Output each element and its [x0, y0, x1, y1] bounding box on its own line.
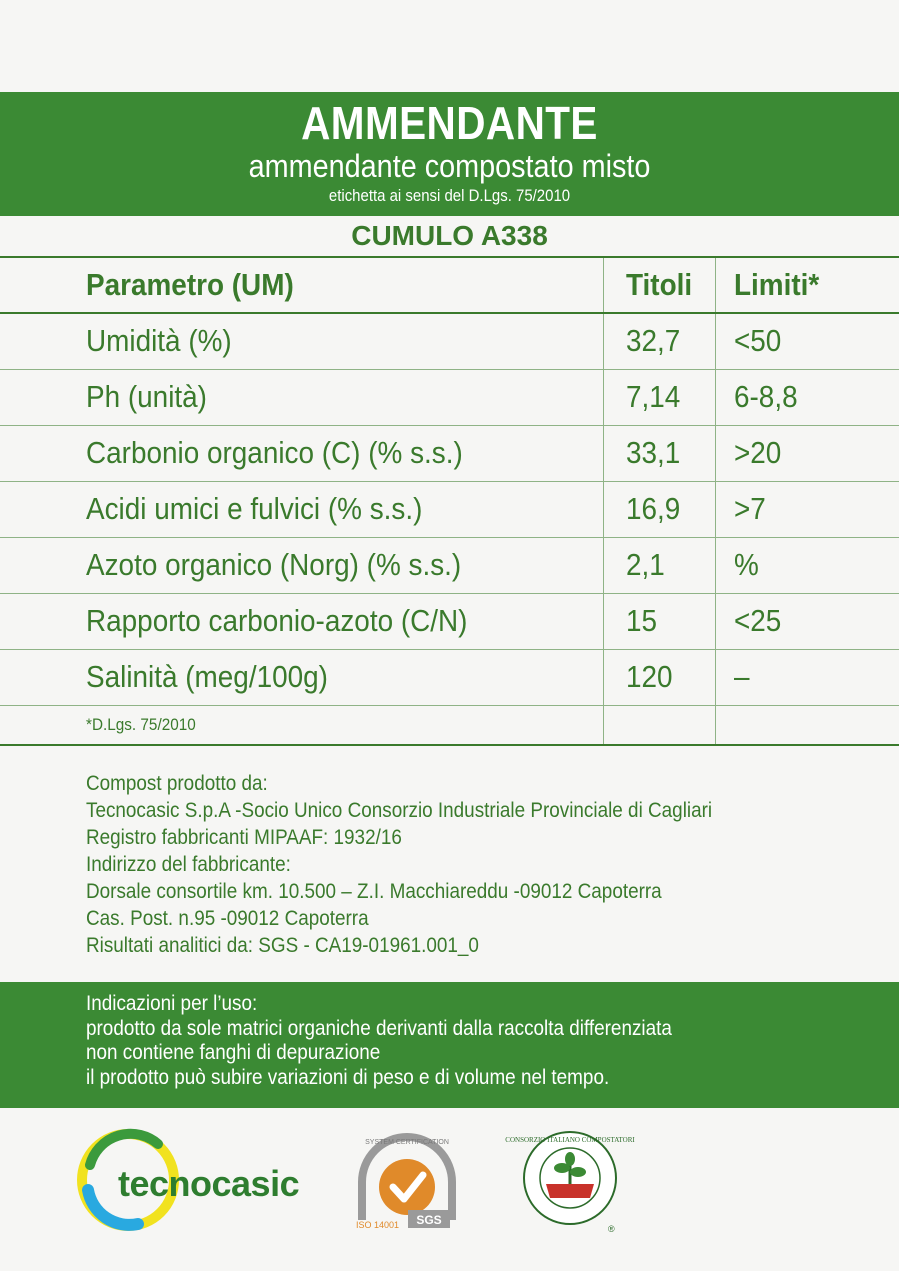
parameter-cell: Umidità (%) — [0, 313, 603, 369]
titoli-cell: 7,14 — [603, 369, 715, 425]
titoli-cell: 16,9 — [603, 481, 715, 537]
table-row — [0, 369, 899, 425]
titoli-cell: 33,1 — [603, 425, 715, 481]
product-title: AMMENDANTE — [301, 97, 598, 149]
usage-line: il prodotto può subire variazioni di peso e di volume nel tempo. — [86, 1065, 610, 1089]
table-row — [0, 425, 899, 481]
column-header-limiti: Limiti* — [715, 257, 899, 313]
iso-certification-logo — [352, 1132, 462, 1232]
footnote-cell: *D.Lgs. 75/2010 — [0, 705, 603, 745]
table-row — [0, 593, 899, 649]
producer-line: Indirizzo del fabbricante: — [86, 853, 291, 876]
compostatori-logo — [505, 1128, 635, 1238]
table-row — [0, 313, 899, 369]
legal-note: etichetta ai sensi del D.Lgs. 75/2010 — [328, 186, 571, 205]
table-footnote-row — [0, 705, 899, 745]
producer-line: Registro fabbricanti MIPAAF: 1932/16 — [86, 826, 402, 849]
titoli-cell: 32,7 — [603, 313, 715, 369]
svg-text:SYSTEM CERTIFICATION: SYSTEM CERTIFICATION — [365, 1139, 449, 1146]
usage-line: Indicazioni per l’uso: — [86, 992, 258, 1015]
table-row — [0, 481, 899, 537]
producer-line: Dorsale consortile km. 10.500 – Z.I. Macchiareddu -09012 Capoterra — [86, 880, 662, 903]
usage-line: non contiene fanghi di depurazione — [86, 1041, 381, 1064]
iso-14001-badge-icon — [352, 1132, 462, 1232]
table-row — [0, 649, 899, 705]
producer-line: Compost prodotto da: — [86, 772, 268, 795]
titoli-cell: 2,1 — [603, 537, 715, 593]
producer-info — [86, 770, 782, 959]
parameter-cell: Salinità (meg/100g) — [0, 649, 603, 705]
column-header-parameter: Parametro (UM) — [0, 257, 603, 313]
titoli-cell: 15 — [603, 593, 715, 649]
cumulo-label: CUMULO A338 — [351, 220, 548, 251]
column-header-titoli: Titoli — [603, 257, 715, 313]
svg-text:ISO 14001: ISO 14001 — [356, 1220, 400, 1230]
compostatori-seal-icon — [505, 1128, 635, 1238]
limiti-cell: >20 — [715, 425, 899, 481]
parameter-cell: Rapporto carbonio-azoto (C/N) — [0, 593, 603, 649]
producer-line: Tecnocasic S.p.A -Socio Unico Consorzio Industriale Provinciale di Cagliari — [86, 799, 713, 822]
limiti-cell: >7 — [715, 481, 899, 537]
svg-text:®: ® — [608, 1224, 615, 1234]
empty-cell — [715, 705, 899, 745]
producer-line: Cas. Post. n.95 -09012 Capoterra — [86, 907, 369, 930]
product-subtitle: ammendante compostato misto — [248, 148, 651, 184]
tecnocasic-logo — [78, 1130, 318, 1230]
usage-line: prodotto da sole matrici organiche derivanti dalla raccolta differenziata — [86, 1016, 672, 1040]
producer-line: Risultati analitici da: SGS - CA19-01961.001_0 — [86, 934, 479, 957]
usage-banner — [0, 982, 899, 1108]
limiti-cell: <25 — [715, 593, 899, 649]
parameters-table — [0, 256, 899, 746]
svg-text:SGS: SGS — [416, 1213, 442, 1227]
tecnocasic-wordmark: tecnocasic — [118, 1163, 300, 1204]
svg-text:CONSORZIO ITALIANO COMPOSTATOR: CONSORZIO ITALIANO COMPOSTATORI — [505, 1136, 635, 1144]
table-header-row — [0, 257, 899, 313]
titoli-cell: 120 — [603, 649, 715, 705]
limiti-cell: 6-8,8 — [715, 369, 899, 425]
empty-cell — [603, 705, 715, 745]
parameter-cell: Carbonio organico (C) (% s.s.) — [0, 425, 603, 481]
limiti-cell: – — [715, 649, 899, 705]
logos-row — [0, 1120, 899, 1250]
parameter-cell: Ph (unità) — [0, 369, 603, 425]
header-banner — [0, 92, 899, 216]
limiti-cell: % — [715, 537, 899, 593]
parameter-cell: Acidi umici e fulvici (% s.s.) — [0, 481, 603, 537]
table-row — [0, 537, 899, 593]
parameter-cell: Azoto organico (Norg) (% s.s.) — [0, 537, 603, 593]
limiti-cell: <50 — [715, 313, 899, 369]
